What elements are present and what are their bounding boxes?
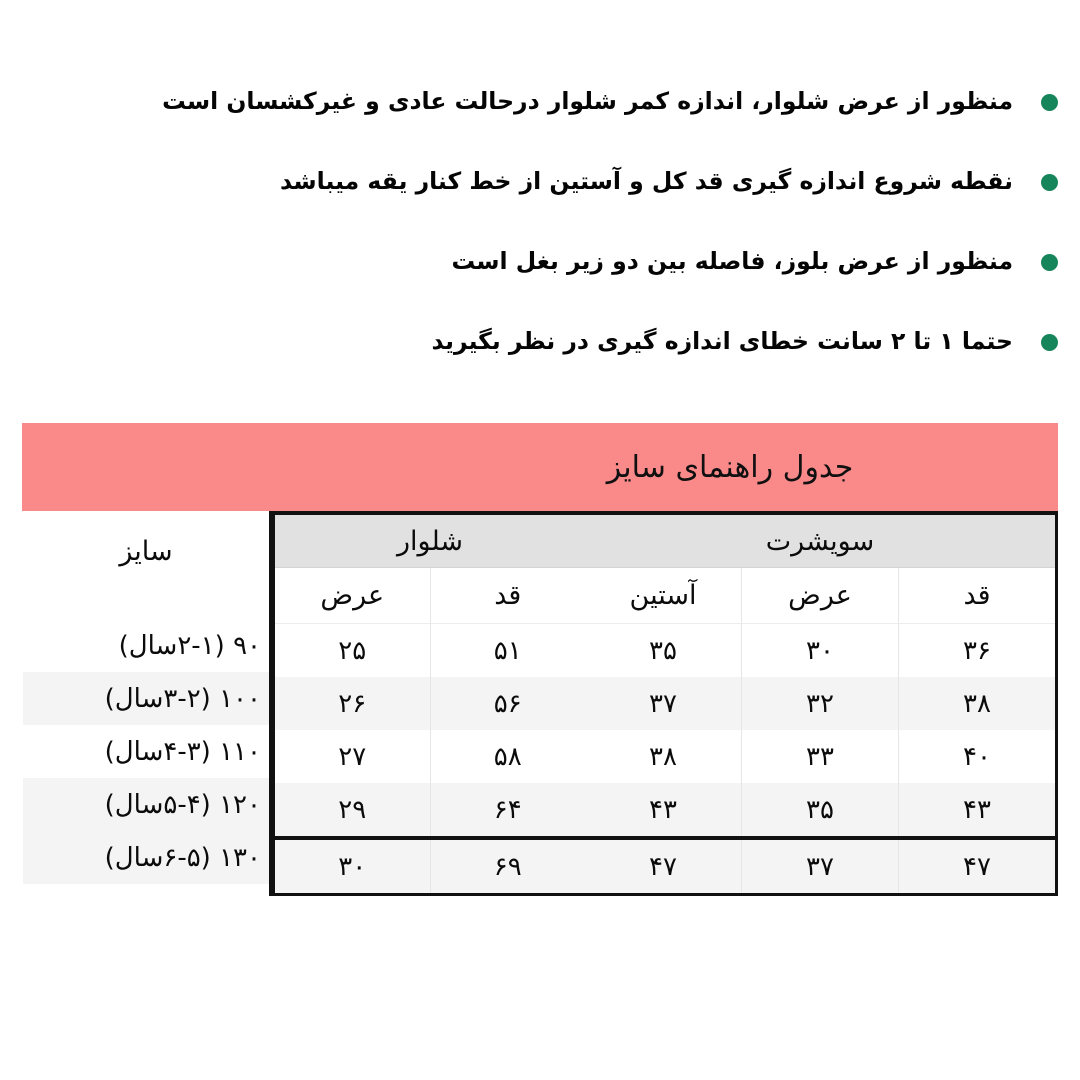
- cell-sweatshirt-length: ۴۷: [898, 840, 1055, 893]
- cell-pants-width: ۲۹: [338, 794, 367, 825]
- column-header-sweatshirt-sleeve: آستین: [585, 568, 741, 624]
- column-group-sweatshirt: [585, 515, 1055, 893]
- table-row: [275, 730, 585, 783]
- bullet-dot-icon: [1041, 254, 1058, 271]
- column-header-pants-width: عرض: [275, 568, 430, 624]
- list-item: [18, 222, 1062, 302]
- bullet-dot-icon: [1041, 94, 1058, 111]
- column-header-sweatshirt-width: عرض: [741, 568, 898, 624]
- cell-pants-length: ۶۴: [430, 783, 586, 836]
- cell-sweatshirt-length: ۳۸: [898, 677, 1055, 730]
- column-header-size: سایز: [23, 511, 269, 591]
- cell-pants-length: ۵۱: [430, 624, 586, 677]
- cell-size: ۱۳۰ (۶-۵سال): [23, 831, 269, 884]
- note-text: منظور از عرض بلوز، فاصله بین دو زیر بغل است: [451, 247, 1013, 276]
- cell-sweatshirt-length: ۴۰: [898, 730, 1055, 783]
- list-item: [18, 62, 1062, 142]
- cell-sweatshirt-sleeve: ۳۵: [649, 635, 677, 666]
- cell-pants-length: ۶۹: [430, 840, 586, 893]
- subheader-row-sweatshirt: [585, 568, 1055, 624]
- column-group-pants: [272, 515, 585, 893]
- cell-pants-length: ۵۸: [430, 730, 586, 783]
- cell-pants-length: ۵۶: [430, 677, 586, 730]
- note-text: حتما ۱ تا ۲ سانت خطای اندازه گیری در نظر بگیرید: [431, 327, 1013, 356]
- table-row: [585, 624, 1055, 677]
- cell-sweatshirt-length: ۳۶: [898, 624, 1055, 677]
- table-row: [275, 783, 585, 836]
- measurement-notes-list: [18, 62, 1062, 382]
- bullet-dot-icon: [1041, 174, 1058, 191]
- cell-sweatshirt-sleeve: ۴۳: [649, 794, 677, 825]
- cell-sweatshirt-width: ۳۵: [741, 783, 898, 836]
- group-rows-sweatshirt: [585, 568, 1055, 893]
- measurements-block: [269, 511, 1058, 896]
- table-row: [585, 836, 1055, 893]
- table-row: [585, 730, 1055, 783]
- table-row: [275, 677, 585, 730]
- list-item: [18, 302, 1062, 382]
- cell-pants-width: ۲۶: [338, 688, 367, 719]
- size-column: [23, 511, 269, 884]
- table-row: [585, 677, 1055, 730]
- size-column-spacer: [23, 591, 269, 619]
- cell-size: ۱۰۰ (۳-۲سال): [23, 672, 269, 725]
- table-row: [275, 624, 585, 677]
- table-row: [275, 836, 585, 893]
- size-guide-table: [22, 423, 1058, 896]
- subheader-row-pants: [275, 568, 585, 624]
- bullet-dot-icon: [1041, 334, 1058, 351]
- table-title-bar: [22, 423, 1058, 511]
- cell-sweatshirt-length: ۴۳: [898, 783, 1055, 836]
- cell-sweatshirt-width: ۳۰: [741, 624, 898, 677]
- cell-sweatshirt-width: ۳۳: [741, 730, 898, 783]
- cell-pants-width: ۲۷: [338, 741, 367, 772]
- cell-sweatshirt-sleeve: ۳۷: [649, 688, 677, 719]
- cell-size: ۱۱۰ (۴-۳سال): [23, 725, 269, 778]
- group-header-sweatshirt: سویشرت: [585, 515, 1055, 568]
- table-grid: [22, 511, 1058, 896]
- cell-sweatshirt-width: ۳۷: [741, 840, 898, 893]
- column-header-sweatshirt-length: قد: [898, 568, 1055, 624]
- cell-sweatshirt-width: ۳۲: [741, 677, 898, 730]
- cell-size: ۱۲۰ (۵-۴سال): [23, 778, 269, 831]
- page-title: جدول راهنمای سایز: [606, 449, 854, 485]
- note-text: منظور از عرض شلوار، اندازه کمر شلوار درحالت عادی و غیرکشسان است: [162, 87, 1013, 116]
- list-item: [18, 142, 1062, 222]
- cell-size: ۹۰ (۲-۱سال): [23, 619, 269, 672]
- cell-sweatshirt-sleeve: ۴۷: [649, 851, 677, 882]
- table-row: [585, 783, 1055, 836]
- group-header-pants: شلوار: [275, 515, 585, 568]
- note-text: نقطه شروع اندازه گیری قد کل و آستین از خط کنار یقه میباشد: [279, 167, 1013, 196]
- cell-sweatshirt-sleeve: ۳۸: [649, 741, 677, 772]
- cell-pants-width: ۳۰: [338, 851, 367, 882]
- column-header-pants-length: قد: [430, 568, 586, 624]
- group-rows-pants: [275, 568, 585, 893]
- cell-pants-width: ۲۵: [338, 635, 367, 666]
